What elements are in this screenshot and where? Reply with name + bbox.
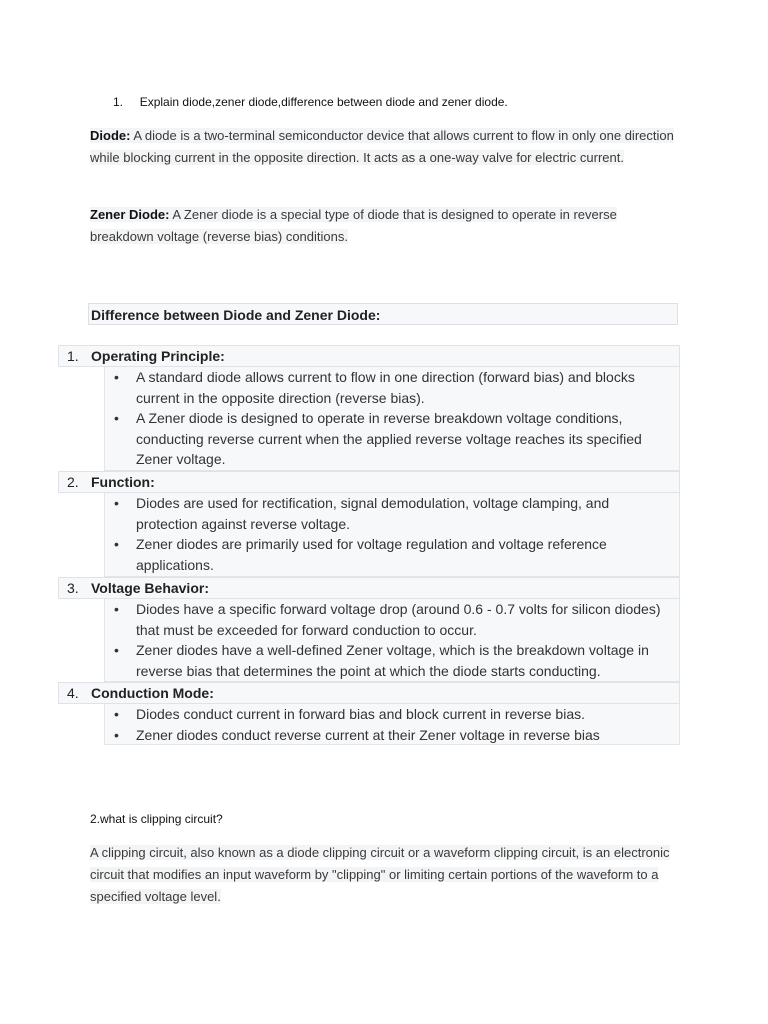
section-bullets — [104, 704, 680, 745]
section-bullets — [104, 493, 680, 577]
diode-definition: A diode is a two-terminal semiconductor device that allows current to flow in only one direction while blocking current in the opposite direction. It acts as a one-way valve for electric current. — [90, 128, 674, 165]
section-header — [58, 345, 680, 367]
section-number: 3. — [67, 580, 79, 596]
bullet-item: • Diodes conduct current in forward bias and block current in reverse bias. — [105, 704, 679, 725]
clipping-definition: A clipping circuit, also known as a diode clipping circuit or a waveform clipping circuit, is an electronic circuit that modifies an input waveform by "clipping" or limiting certain portions of the waveform to a specified voltage level. — [90, 845, 670, 904]
zener-paragraph — [90, 204, 675, 248]
bullet-item: • Zener diodes have a well-defined Zener voltage, which is the breakdown voltage in reverse bias that determines the point at which the diode starts conducting. — [105, 640, 679, 681]
bullet-item: • Zener diodes conduct reverse current at their Zener voltage in reverse bias — [105, 725, 679, 746]
section-header — [58, 471, 680, 493]
section-header — [58, 577, 680, 599]
section-bullets — [104, 599, 680, 682]
bullet-item: • Diodes are used for rectification, signal demodulation, voltage clamping, and protection against reverse voltage. — [105, 493, 679, 534]
section-header — [58, 682, 680, 704]
section-number: 1. — [67, 348, 79, 364]
bullet-item: • A standard diode allows current to flow in one direction (forward bias) and blocks current in the opposite direction (reverse bias). — [105, 367, 679, 408]
section-title: Operating Principle: — [91, 348, 225, 364]
section-title: Voltage Behavior: — [91, 580, 209, 596]
section-bullets — [104, 367, 680, 471]
question-1-number: 1. — [113, 95, 124, 109]
section-title: Function: — [91, 474, 155, 490]
section-number: 2. — [67, 474, 79, 490]
question-1-text: Explain diode,zener diode,difference between diode and zener diode. — [139, 95, 508, 109]
zener-label: Zener Diode: — [90, 207, 170, 222]
section-number: 4. — [67, 685, 79, 701]
question-1 — [113, 95, 673, 109]
diode-label: Diode: — [90, 128, 131, 143]
section-title: Conduction Mode: — [91, 685, 214, 701]
question-2: 2.what is clipping circuit? — [90, 812, 223, 826]
clipping-paragraph — [90, 842, 675, 908]
bullet-item: • A Zener diode is designed to operate in reverse breakdown voltage conditions, conducting reverse current when the applied reverse voltage reaches its specified Zener voltage. — [105, 408, 679, 470]
diode-paragraph — [90, 125, 675, 169]
difference-heading: Difference between Diode and Zener Diode: — [88, 303, 678, 325]
zener-definition: A Zener diode is a special type of diode that is designed to operate in reverse breakdown voltage (reverse bias) conditions. — [90, 207, 617, 244]
bullet-item: • Zener diodes are primarily used for voltage regulation and voltage reference applications. — [105, 534, 679, 575]
bullet-item: • Diodes have a specific forward voltage drop (around 0.6 - 0.7 volts for silicon diodes) that must be exceeded for forward conduction to occur. — [105, 599, 679, 640]
